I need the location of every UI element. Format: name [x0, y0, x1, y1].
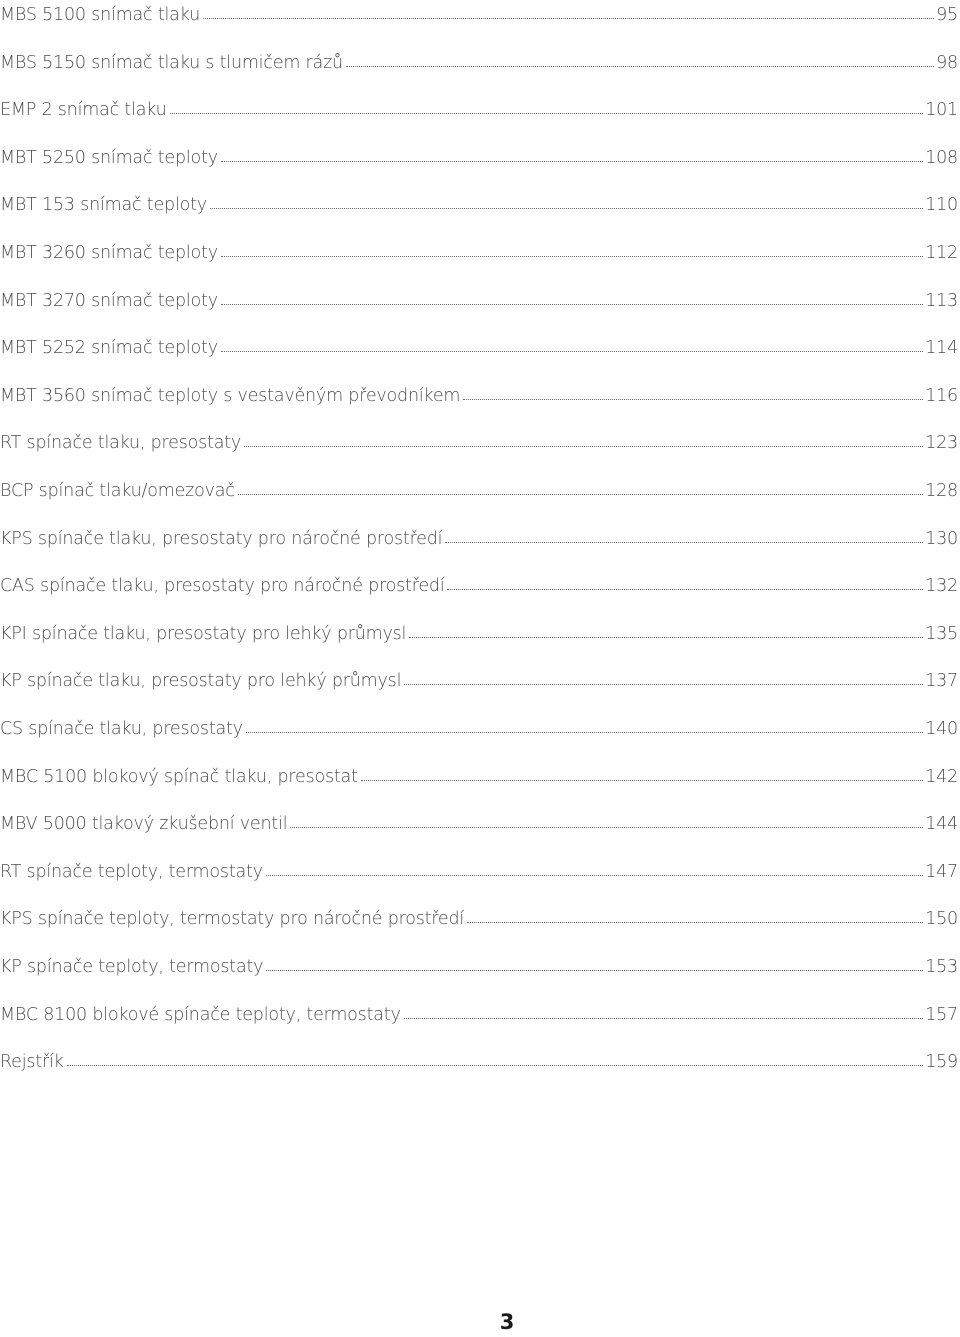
toc-entry-page: 135 [925, 624, 958, 644]
toc-dot-leader [221, 160, 923, 162]
toc-entry-page: 153 [925, 957, 958, 977]
toc-entry[interactable] [0, 471, 958, 501]
toc-entry-page: 112 [925, 243, 958, 263]
toc-dot-leader [361, 779, 923, 781]
toc-entry-page: 147 [925, 862, 958, 882]
toc-entry-title: KP spínače tlaku, presostaty pro lehký průmysl [0, 671, 402, 691]
toc-dot-leader [447, 588, 923, 590]
toc-entry[interactable] [0, 43, 958, 73]
toc-entry[interactable] [0, 995, 958, 1025]
toc-entry-page: 144 [925, 814, 958, 834]
toc-entry-page: 116 [925, 386, 958, 406]
toc-entry-page: 150 [925, 909, 958, 929]
toc-dot-leader [266, 969, 923, 971]
page-number: 3 [499, 1310, 515, 1334]
toc-dot-leader [409, 636, 923, 638]
toc-entry-title: MBT 153 snímač teploty [0, 195, 207, 215]
toc-entry-title: KPS spínače teploty, termostaty pro náročné prostředí [0, 909, 465, 929]
toc-dot-leader [210, 207, 923, 209]
toc-entry-page: 142 [925, 767, 958, 787]
toc-entry-page: 98 [936, 53, 958, 73]
toc-entry[interactable] [0, 233, 958, 263]
toc-entry-title: MBC 5100 blokový spínač tlaku, presostat [0, 767, 358, 787]
toc-dot-leader [221, 255, 923, 257]
toc-dot-leader [238, 493, 923, 495]
toc-dot-leader [463, 398, 923, 400]
toc-entry-title: MBT 3270 snímač teploty [0, 291, 218, 311]
toc-entry-page: 95 [936, 5, 958, 25]
toc-entry-page: 137 [925, 671, 958, 691]
toc-entry-page: 140 [925, 719, 958, 739]
toc-dot-leader [170, 112, 924, 114]
toc-entry[interactable] [0, 1042, 958, 1072]
toc-entry-title: MBS 5100 snímač tlaku [0, 5, 200, 25]
toc-entry-title: MBS 5150 snímač tlaku s tlumičem rázů [0, 53, 343, 73]
toc-entry[interactable] [0, 281, 958, 311]
toc-entry[interactable] [0, 328, 958, 358]
toc-dot-leader [244, 445, 923, 447]
toc-entry-title: KPS spínače tlaku, presostaty pro náročné prostředí [0, 529, 443, 549]
toc-entry[interactable] [0, 947, 958, 977]
toc-entry-title: MBT 3560 snímač teploty s vestavěným převodníkem [0, 386, 461, 406]
toc-entry-title: RT spínače teploty, termostaty [0, 862, 263, 882]
toc-entry-title: KPI spínače tlaku, presostaty pro lehký průmysl [0, 624, 407, 644]
toc-entry[interactable] [0, 661, 958, 691]
toc-entry[interactable] [0, 519, 958, 549]
toc-entry[interactable] [0, 757, 958, 787]
toc-entry-page: 123 [925, 433, 958, 453]
toc-entry-page: 101 [925, 100, 958, 120]
toc-entry-title: MBT 5250 snímač teploty [0, 148, 218, 168]
toc-dot-leader [266, 874, 923, 876]
toc-entry[interactable] [0, 90, 958, 120]
toc-entry-page: 132 [925, 576, 958, 596]
toc-entry[interactable] [0, 566, 958, 596]
toc-entry-title: EMP 2 snímač tlaku [0, 100, 167, 120]
toc-entry[interactable] [0, 899, 958, 929]
toc-entry-title: Rejstřík [0, 1052, 64, 1072]
toc-entry-title: RT spínače tlaku, presostaty [0, 433, 242, 453]
toc-entry[interactable] [0, 423, 958, 453]
toc-entry-title: KP spínače teploty, termostaty [0, 957, 264, 977]
toc-entry-page: 159 [925, 1052, 958, 1072]
toc-entry[interactable] [0, 138, 958, 168]
toc-entry-page: 113 [925, 291, 958, 311]
toc-dot-leader [246, 731, 923, 733]
toc-dot-leader [221, 350, 923, 352]
toc-entry-title: MBV 5000 tlakový zkušební ventil [0, 814, 288, 834]
toc-dot-leader [404, 1017, 924, 1019]
toc-dot-leader [404, 683, 923, 685]
toc-entry-title: CS spínače tlaku, presostaty [0, 719, 243, 739]
toc-dot-leader [290, 826, 923, 828]
toc-dot-leader [346, 65, 934, 67]
toc-dot-leader [221, 303, 923, 305]
toc-dot-leader [67, 1064, 924, 1066]
toc-entry[interactable] [0, 614, 958, 644]
toc-entry-title: MBT 5252 snímač teploty [0, 338, 218, 358]
toc-entry-title: MBT 3260 snímač teploty [0, 243, 218, 263]
toc-entry[interactable] [0, 185, 958, 215]
toc-entry-title: BCP spínač tlaku/omezovač [0, 481, 235, 501]
toc-entry-page: 114 [925, 338, 958, 358]
toc-entry[interactable] [0, 376, 958, 406]
toc-dot-leader [203, 17, 934, 19]
toc-entry-page: 128 [925, 481, 958, 501]
toc-entry-page: 157 [925, 1005, 958, 1025]
toc-entry[interactable] [0, 852, 958, 882]
toc-entry-page: 110 [925, 195, 958, 215]
toc-entry-page: 108 [925, 148, 958, 168]
toc-entry-page: 130 [925, 529, 958, 549]
toc-dot-leader [467, 921, 923, 923]
toc-entry[interactable] [0, 804, 958, 834]
toc-entry-title: MBC 8100 blokové spínače teploty, termostaty [0, 1005, 401, 1025]
toc-entry[interactable] [0, 0, 958, 25]
toc-entry[interactable] [0, 709, 958, 739]
toc-dot-leader [445, 541, 923, 543]
toc-entry-title: CAS spínače tlaku, presostaty pro náročné prostředí [0, 576, 445, 596]
